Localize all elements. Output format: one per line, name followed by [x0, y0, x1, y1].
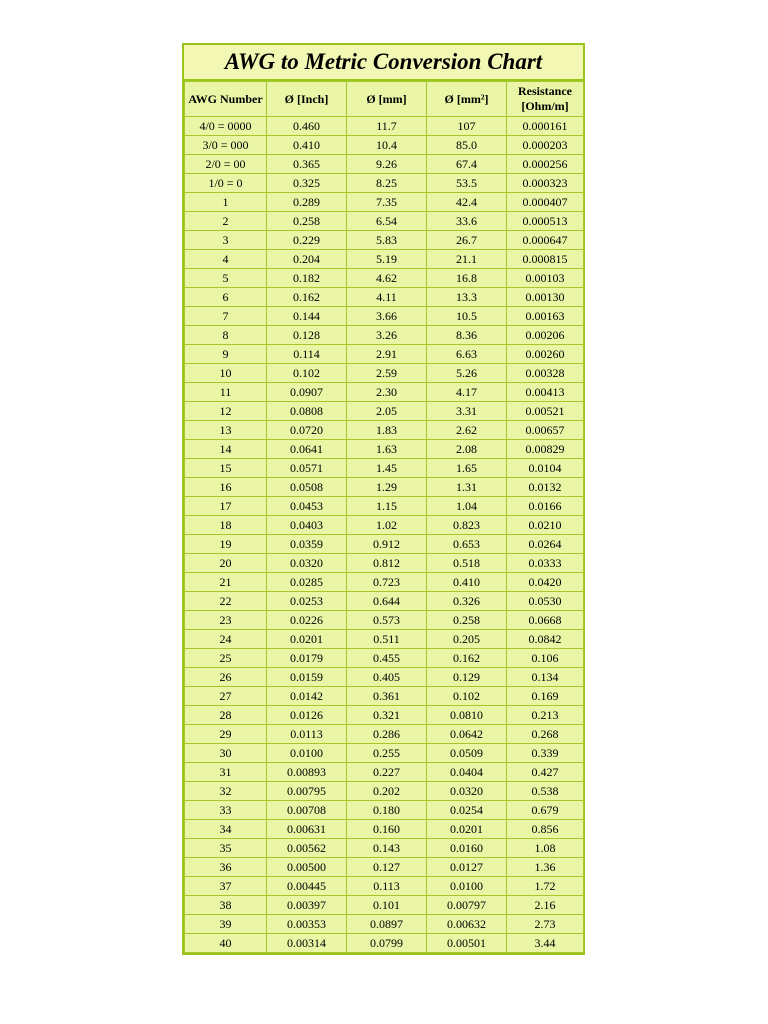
resistance-cell: 0.0668 — [507, 611, 584, 630]
resistance-cell: 0.00260 — [507, 345, 584, 364]
diameter-mm-cell: 1.15 — [347, 497, 427, 516]
resistance-cell: 0.00163 — [507, 307, 584, 326]
table-row — [185, 174, 584, 193]
diameter-inch-cell: 0.0126 — [267, 706, 347, 725]
area-mm2-cell: 2.62 — [427, 421, 507, 440]
table-row — [185, 592, 584, 611]
resistance-cell: 0.00829 — [507, 440, 584, 459]
awg-cell: 3/0 = 000 — [185, 136, 267, 155]
awg-cell: 1 — [185, 193, 267, 212]
diameter-inch-cell: 0.0508 — [267, 478, 347, 497]
diameter-inch-cell: 0.162 — [267, 288, 347, 307]
resistance-cell: 0.339 — [507, 744, 584, 763]
resistance-cell: 0.000407 — [507, 193, 584, 212]
diameter-inch-cell: 0.229 — [267, 231, 347, 250]
resistance-cell: 0.538 — [507, 782, 584, 801]
diameter-mm-cell: 0.812 — [347, 554, 427, 573]
area-mm2-cell: 0.326 — [427, 592, 507, 611]
awg-cell: 34 — [185, 820, 267, 839]
diameter-mm-cell: 5.19 — [347, 250, 427, 269]
awg-cell: 15 — [185, 459, 267, 478]
resistance-cell: 0.000256 — [507, 155, 584, 174]
diameter-mm-cell: 0.455 — [347, 649, 427, 668]
awg-cell: 33 — [185, 801, 267, 820]
conversion-chart — [182, 43, 585, 955]
header-diameter-mm: Ø [mm] — [347, 82, 427, 117]
awg-cell: 6 — [185, 288, 267, 307]
table-row — [185, 744, 584, 763]
diameter-inch-cell: 0.0253 — [267, 592, 347, 611]
area-mm2-cell: 0.410 — [427, 573, 507, 592]
diameter-inch-cell: 0.0720 — [267, 421, 347, 440]
awg-cell: 35 — [185, 839, 267, 858]
diameter-inch-cell: 0.00353 — [267, 915, 347, 934]
header-resistance: Resistance [Ohm/m] — [507, 82, 584, 117]
resistance-cell: 0.000203 — [507, 136, 584, 155]
diameter-mm-cell: 0.127 — [347, 858, 427, 877]
resistance-cell: 0.00103 — [507, 269, 584, 288]
table-row — [185, 706, 584, 725]
resistance-cell: 0.000647 — [507, 231, 584, 250]
area-mm2-cell: 107 — [427, 117, 507, 136]
area-mm2-cell: 53.5 — [427, 174, 507, 193]
area-mm2-cell: 4.17 — [427, 383, 507, 402]
area-mm2-cell: 33.6 — [427, 212, 507, 231]
resistance-cell: 2.73 — [507, 915, 584, 934]
awg-cell: 29 — [185, 725, 267, 744]
diameter-inch-cell: 0.0142 — [267, 687, 347, 706]
resistance-cell: 0.0210 — [507, 516, 584, 535]
table-row — [185, 687, 584, 706]
resistance-cell: 0.427 — [507, 763, 584, 782]
area-mm2-cell: 67.4 — [427, 155, 507, 174]
awg-cell: 4 — [185, 250, 267, 269]
diameter-inch-cell: 0.0113 — [267, 725, 347, 744]
area-mm2-cell: 42.4 — [427, 193, 507, 212]
diameter-mm-cell: 10.4 — [347, 136, 427, 155]
area-mm2-cell: 0.0201 — [427, 820, 507, 839]
table-row — [185, 896, 584, 915]
resistance-cell: 0.00130 — [507, 288, 584, 307]
header-area-mm2: Ø [mm²] — [427, 82, 507, 117]
diameter-inch-cell: 0.00893 — [267, 763, 347, 782]
table-row — [185, 345, 584, 364]
area-mm2-cell: 0.162 — [427, 649, 507, 668]
awg-cell: 19 — [185, 535, 267, 554]
resistance-cell: 0.0264 — [507, 535, 584, 554]
table-row — [185, 155, 584, 174]
table-row — [185, 421, 584, 440]
table-row — [185, 459, 584, 478]
area-mm2-cell: 1.65 — [427, 459, 507, 478]
diameter-inch-cell: 0.00562 — [267, 839, 347, 858]
area-mm2-cell: 26.7 — [427, 231, 507, 250]
table-row — [185, 915, 584, 934]
awg-cell: 20 — [185, 554, 267, 573]
diameter-mm-cell: 0.227 — [347, 763, 427, 782]
diameter-inch-cell: 0.0403 — [267, 516, 347, 535]
area-mm2-cell: 0.0404 — [427, 763, 507, 782]
area-mm2-cell: 0.0320 — [427, 782, 507, 801]
chart-title: AWG to Metric Conversion Chart — [184, 45, 583, 81]
resistance-cell: 3.44 — [507, 934, 584, 953]
table-row — [185, 611, 584, 630]
awg-cell: 2/0 = 00 — [185, 155, 267, 174]
area-mm2-cell: 0.0100 — [427, 877, 507, 896]
area-mm2-cell: 0.0127 — [427, 858, 507, 877]
header-diameter-inch: Ø [Inch] — [267, 82, 347, 117]
diameter-mm-cell: 0.644 — [347, 592, 427, 611]
table-row — [185, 193, 584, 212]
table-row — [185, 250, 584, 269]
area-mm2-cell: 10.5 — [427, 307, 507, 326]
table-row — [185, 117, 584, 136]
resistance-cell: 0.00206 — [507, 326, 584, 345]
diameter-inch-cell: 0.0159 — [267, 668, 347, 687]
diameter-mm-cell: 6.54 — [347, 212, 427, 231]
diameter-mm-cell: 1.63 — [347, 440, 427, 459]
awg-cell: 7 — [185, 307, 267, 326]
header-awg: AWG Number — [185, 82, 267, 117]
diameter-mm-cell: 2.05 — [347, 402, 427, 421]
diameter-mm-cell: 3.26 — [347, 326, 427, 345]
awg-cell: 30 — [185, 744, 267, 763]
awg-cell: 2 — [185, 212, 267, 231]
awg-cell: 22 — [185, 592, 267, 611]
resistance-cell: 1.08 — [507, 839, 584, 858]
awg-cell: 27 — [185, 687, 267, 706]
awg-cell: 21 — [185, 573, 267, 592]
table-row — [185, 573, 584, 592]
area-mm2-cell: 0.823 — [427, 516, 507, 535]
diameter-inch-cell: 0.0320 — [267, 554, 347, 573]
table-row — [185, 383, 584, 402]
table-row — [185, 212, 584, 231]
awg-cell: 18 — [185, 516, 267, 535]
table-row — [185, 440, 584, 459]
area-mm2-cell: 0.00797 — [427, 896, 507, 915]
area-mm2-cell: 0.653 — [427, 535, 507, 554]
diameter-mm-cell: 0.511 — [347, 630, 427, 649]
area-mm2-cell: 16.8 — [427, 269, 507, 288]
diameter-mm-cell: 0.113 — [347, 877, 427, 896]
awg-cell: 14 — [185, 440, 267, 459]
diameter-mm-cell: 1.83 — [347, 421, 427, 440]
diameter-inch-cell: 0.410 — [267, 136, 347, 155]
diameter-inch-cell: 0.00445 — [267, 877, 347, 896]
table-row — [185, 516, 584, 535]
area-mm2-cell: 0.0254 — [427, 801, 507, 820]
diameter-inch-cell: 0.325 — [267, 174, 347, 193]
resistance-cell: 0.213 — [507, 706, 584, 725]
diameter-mm-cell: 1.29 — [347, 478, 427, 497]
area-mm2-cell: 21.1 — [427, 250, 507, 269]
table-row — [185, 478, 584, 497]
diameter-inch-cell: 0.128 — [267, 326, 347, 345]
awg-cell: 40 — [185, 934, 267, 953]
table-row — [185, 668, 584, 687]
awg-cell: 17 — [185, 497, 267, 516]
diameter-inch-cell: 0.365 — [267, 155, 347, 174]
area-mm2-cell: 1.04 — [427, 497, 507, 516]
awg-cell: 39 — [185, 915, 267, 934]
diameter-mm-cell: 0.573 — [347, 611, 427, 630]
resistance-cell: 0.0104 — [507, 459, 584, 478]
diameter-inch-cell: 0.0571 — [267, 459, 347, 478]
resistance-cell: 0.856 — [507, 820, 584, 839]
diameter-inch-cell: 0.0641 — [267, 440, 347, 459]
diameter-mm-cell: 0.255 — [347, 744, 427, 763]
awg-cell: 24 — [185, 630, 267, 649]
resistance-cell: 0.00657 — [507, 421, 584, 440]
table-row — [185, 877, 584, 896]
diameter-mm-cell: 0.286 — [347, 725, 427, 744]
diameter-mm-cell: 1.45 — [347, 459, 427, 478]
diameter-inch-cell: 0.00795 — [267, 782, 347, 801]
diameter-inch-cell: 0.00631 — [267, 820, 347, 839]
area-mm2-cell: 13.3 — [427, 288, 507, 307]
table-row — [185, 839, 584, 858]
diameter-inch-cell: 0.102 — [267, 364, 347, 383]
awg-cell: 36 — [185, 858, 267, 877]
table-row — [185, 763, 584, 782]
resistance-cell: 0.0333 — [507, 554, 584, 573]
resistance-cell: 2.16 — [507, 896, 584, 915]
diameter-mm-cell: 3.66 — [347, 307, 427, 326]
diameter-mm-cell: 0.0799 — [347, 934, 427, 953]
diameter-mm-cell: 8.25 — [347, 174, 427, 193]
diameter-inch-cell: 0.289 — [267, 193, 347, 212]
diameter-inch-cell: 0.114 — [267, 345, 347, 364]
table-row — [185, 820, 584, 839]
diameter-inch-cell: 0.0359 — [267, 535, 347, 554]
resistance-cell: 0.106 — [507, 649, 584, 668]
table-row — [185, 934, 584, 953]
area-mm2-cell: 3.31 — [427, 402, 507, 421]
awg-cell: 12 — [185, 402, 267, 421]
diameter-inch-cell: 0.182 — [267, 269, 347, 288]
conversion-table — [184, 81, 584, 953]
table-row — [185, 801, 584, 820]
area-mm2-cell: 8.36 — [427, 326, 507, 345]
area-mm2-cell: 0.00501 — [427, 934, 507, 953]
resistance-cell: 0.268 — [507, 725, 584, 744]
diameter-inch-cell: 0.258 — [267, 212, 347, 231]
area-mm2-cell: 0.129 — [427, 668, 507, 687]
area-mm2-cell: 2.08 — [427, 440, 507, 459]
diameter-mm-cell: 0.912 — [347, 535, 427, 554]
resistance-cell: 1.72 — [507, 877, 584, 896]
table-row — [185, 364, 584, 383]
diameter-mm-cell: 2.91 — [347, 345, 427, 364]
diameter-mm-cell: 7.35 — [347, 193, 427, 212]
diameter-mm-cell: 0.361 — [347, 687, 427, 706]
area-mm2-cell: 6.63 — [427, 345, 507, 364]
awg-cell: 23 — [185, 611, 267, 630]
diameter-mm-cell: 0.321 — [347, 706, 427, 725]
resistance-cell: 0.000815 — [507, 250, 584, 269]
diameter-inch-cell: 0.0907 — [267, 383, 347, 402]
diameter-mm-cell: 4.62 — [347, 269, 427, 288]
awg-cell: 9 — [185, 345, 267, 364]
area-mm2-cell: 0.205 — [427, 630, 507, 649]
diameter-inch-cell: 0.0226 — [267, 611, 347, 630]
resistance-cell: 0.000323 — [507, 174, 584, 193]
header-row — [185, 82, 584, 117]
table-row — [185, 326, 584, 345]
table-row — [185, 231, 584, 250]
diameter-mm-cell: 0.405 — [347, 668, 427, 687]
diameter-mm-cell: 0.180 — [347, 801, 427, 820]
diameter-mm-cell: 11.7 — [347, 117, 427, 136]
diameter-mm-cell: 2.59 — [347, 364, 427, 383]
table-row — [185, 858, 584, 877]
diameter-inch-cell: 0.0179 — [267, 649, 347, 668]
table-row — [185, 269, 584, 288]
resistance-cell: 0.00328 — [507, 364, 584, 383]
diameter-inch-cell: 0.144 — [267, 307, 347, 326]
table-row — [185, 649, 584, 668]
awg-cell: 13 — [185, 421, 267, 440]
resistance-cell: 0.0132 — [507, 478, 584, 497]
awg-cell: 11 — [185, 383, 267, 402]
awg-cell: 1/0 = 0 — [185, 174, 267, 193]
awg-cell: 3 — [185, 231, 267, 250]
area-mm2-cell: 0.00632 — [427, 915, 507, 934]
awg-cell: 26 — [185, 668, 267, 687]
diameter-mm-cell: 0.160 — [347, 820, 427, 839]
awg-cell: 16 — [185, 478, 267, 497]
resistance-cell: 0.0842 — [507, 630, 584, 649]
awg-cell: 10 — [185, 364, 267, 383]
diameter-mm-cell: 0.101 — [347, 896, 427, 915]
diameter-inch-cell: 0.00708 — [267, 801, 347, 820]
diameter-mm-cell: 0.0897 — [347, 915, 427, 934]
area-mm2-cell: 0.0810 — [427, 706, 507, 725]
awg-cell: 37 — [185, 877, 267, 896]
table-row — [185, 782, 584, 801]
diameter-inch-cell: 0.00397 — [267, 896, 347, 915]
awg-cell: 31 — [185, 763, 267, 782]
area-mm2-cell: 0.0509 — [427, 744, 507, 763]
diameter-mm-cell: 0.202 — [347, 782, 427, 801]
area-mm2-cell: 0.0642 — [427, 725, 507, 744]
awg-cell: 25 — [185, 649, 267, 668]
table-row — [185, 136, 584, 155]
diameter-mm-cell: 0.723 — [347, 573, 427, 592]
diameter-inch-cell: 0.0808 — [267, 402, 347, 421]
resistance-cell: 0.000513 — [507, 212, 584, 231]
table-row — [185, 307, 584, 326]
table-row — [185, 402, 584, 421]
diameter-inch-cell: 0.204 — [267, 250, 347, 269]
diameter-inch-cell: 0.00500 — [267, 858, 347, 877]
resistance-cell: 1.36 — [507, 858, 584, 877]
table-row — [185, 554, 584, 573]
table-row — [185, 288, 584, 307]
diameter-inch-cell: 0.0100 — [267, 744, 347, 763]
table-row — [185, 535, 584, 554]
area-mm2-cell: 1.31 — [427, 478, 507, 497]
resistance-cell: 0.679 — [507, 801, 584, 820]
area-mm2-cell: 0.258 — [427, 611, 507, 630]
diameter-mm-cell: 0.143 — [347, 839, 427, 858]
diameter-mm-cell: 9.26 — [347, 155, 427, 174]
resistance-cell: 0.134 — [507, 668, 584, 687]
resistance-cell: 0.169 — [507, 687, 584, 706]
awg-cell: 8 — [185, 326, 267, 345]
diameter-inch-cell: 0.00314 — [267, 934, 347, 953]
diameter-inch-cell: 0.0285 — [267, 573, 347, 592]
area-mm2-cell: 85.0 — [427, 136, 507, 155]
diameter-mm-cell: 5.83 — [347, 231, 427, 250]
resistance-cell: 0.00521 — [507, 402, 584, 421]
area-mm2-cell: 0.518 — [427, 554, 507, 573]
resistance-cell: 0.0166 — [507, 497, 584, 516]
diameter-inch-cell: 0.0201 — [267, 630, 347, 649]
awg-cell: 5 — [185, 269, 267, 288]
awg-cell: 4/0 = 0000 — [185, 117, 267, 136]
awg-cell: 28 — [185, 706, 267, 725]
diameter-mm-cell: 4.11 — [347, 288, 427, 307]
diameter-mm-cell: 2.30 — [347, 383, 427, 402]
awg-cell: 38 — [185, 896, 267, 915]
diameter-inch-cell: 0.460 — [267, 117, 347, 136]
resistance-cell: 0.0420 — [507, 573, 584, 592]
area-mm2-cell: 5.26 — [427, 364, 507, 383]
resistance-cell: 0.000161 — [507, 117, 584, 136]
area-mm2-cell: 0.0160 — [427, 839, 507, 858]
diameter-mm-cell: 1.02 — [347, 516, 427, 535]
table-row — [185, 725, 584, 744]
table-row — [185, 630, 584, 649]
resistance-cell: 0.00413 — [507, 383, 584, 402]
diameter-inch-cell: 0.0453 — [267, 497, 347, 516]
resistance-cell: 0.0530 — [507, 592, 584, 611]
table-row — [185, 497, 584, 516]
awg-cell: 32 — [185, 782, 267, 801]
area-mm2-cell: 0.102 — [427, 687, 507, 706]
